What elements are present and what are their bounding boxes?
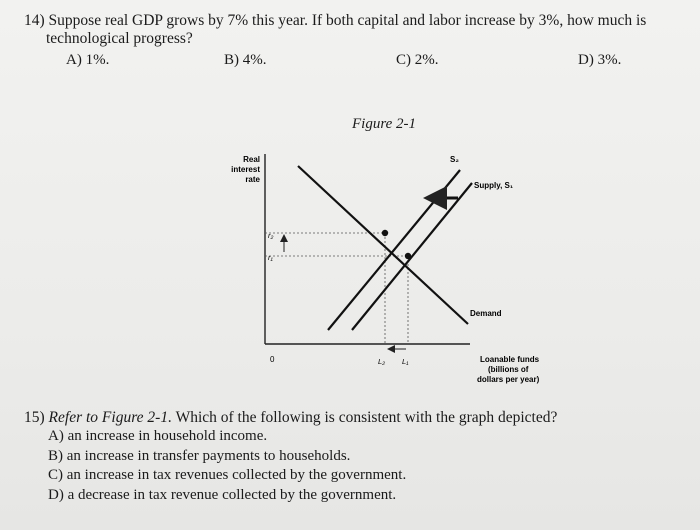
question-15-stem-text: Which of the following is consistent with the graph depicted? <box>175 409 558 426</box>
y-axis-label-line1: Real <box>243 155 260 164</box>
q15-option-d[interactable]: D) a decrease in tax revenue collected by the government. <box>48 486 397 503</box>
q14-option-c[interactable]: C) 2%. <box>396 52 439 68</box>
question-14-options <box>66 52 666 72</box>
question-15-stem <box>24 408 684 427</box>
q15-option-a[interactable]: A) an increase in household income. <box>48 428 268 444</box>
l1-tick-label: L₁ <box>402 357 409 366</box>
question-14 <box>24 12 684 48</box>
q15-option-c[interactable]: C) an increase in tax revenues collected by the government. <box>48 467 407 483</box>
equilibrium-point-1 <box>405 253 411 259</box>
s2-label: S₂ <box>450 155 459 164</box>
question-15-figure-ref: Refer to Figure 2-1. <box>48 409 172 426</box>
q14-option-d[interactable]: D) 3%. <box>578 52 622 68</box>
q14-option-b[interactable]: B) 4%. <box>224 52 267 68</box>
l2-tick-label: L₂ <box>378 357 386 366</box>
question-14-stem-line1: 14) Suppose real GDP grows by 7% this year. If both capital and labor increase by 3%, how much is <box>24 12 647 29</box>
supply-s2-curve <box>328 170 460 330</box>
r2-tick-label: r₂ <box>268 231 274 240</box>
question-14-stem-line2: technological progress? <box>46 30 193 47</box>
x-axis-label-line2: (billions of <box>488 365 529 374</box>
question-15 <box>24 408 684 505</box>
question-15-number: 15) <box>24 409 45 426</box>
q14-option-a[interactable]: A) 1%. <box>66 52 110 68</box>
figure-title: Figure 2-1 <box>352 116 417 132</box>
s1-label: Supply, S₁ <box>474 181 514 190</box>
q15-option-b[interactable]: B) an increase in transfer payments to households. <box>48 447 351 464</box>
supply-s1-curve <box>352 183 472 330</box>
origin-label: 0 <box>270 355 275 364</box>
x-axis-label-line3: dollars per year) <box>477 375 540 384</box>
r1-tick-label: r₁ <box>268 253 273 262</box>
x-axis-label-line1: Loanable funds <box>480 355 540 364</box>
demand-label: Demand <box>470 309 502 318</box>
y-axis-label-line3: rate <box>245 175 260 184</box>
loanable-funds-chart <box>230 148 560 398</box>
equilibrium-point-2 <box>382 230 388 236</box>
y-axis-label-line2: interest <box>231 165 260 174</box>
